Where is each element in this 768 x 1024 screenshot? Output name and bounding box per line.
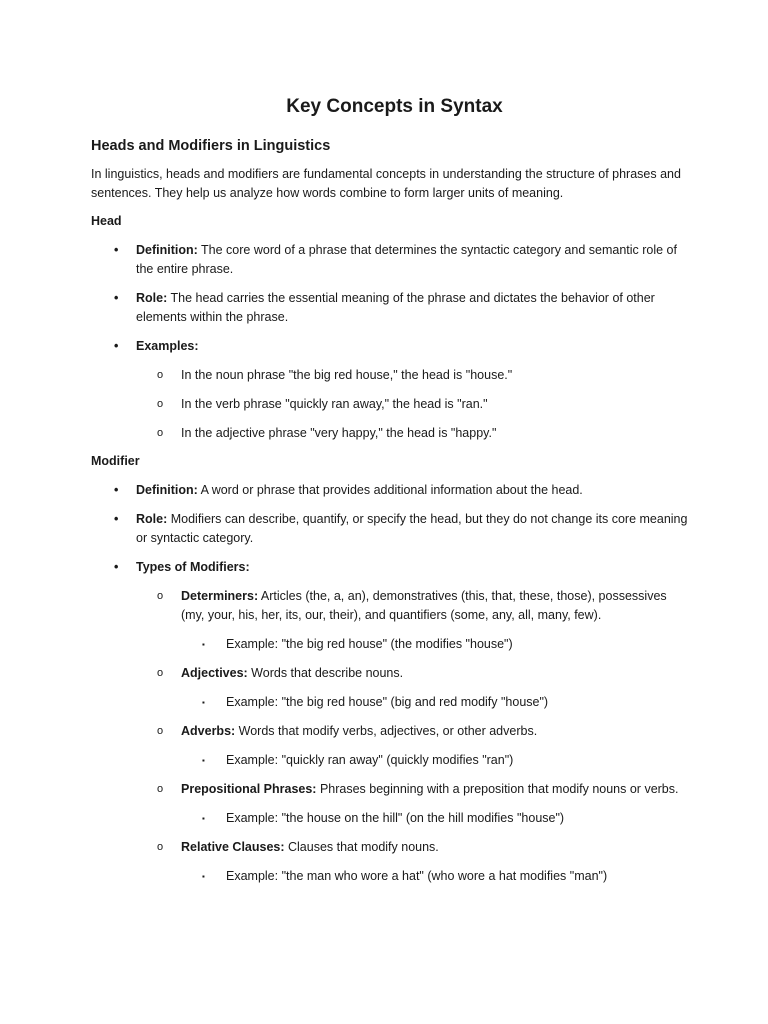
circle-bullet-icon: o (157, 667, 164, 679)
term-text: The head carries the essential meaning of the phrase and dictates the behavior of other elements within the phrase. (136, 291, 655, 324)
circle-bullet-icon: o (157, 841, 164, 853)
list-item (91, 510, 688, 548)
example-item (91, 635, 688, 654)
term-text: The core word of a phrase that determines the syntactic category and semantic role of the entire phrase. (136, 243, 677, 276)
circle-bullet-icon: o (157, 590, 164, 602)
example-item (91, 751, 688, 770)
type-name: Determiners: (181, 589, 259, 603)
example-item (91, 867, 688, 886)
section-heading: Heads and Modifiers in Linguistics (91, 138, 331, 154)
term-text: A word or phrase that provides additional information about the head. (197, 483, 583, 497)
list-item (91, 241, 688, 279)
type-desc: Words that modify verbs, adjectives, or other adverbs. (235, 724, 538, 738)
sub-list-item (91, 366, 688, 385)
type-name: Adjectives: (181, 666, 248, 680)
example-text: Example: "the man who wore a hat" (who wore a hat modifies "man") (226, 869, 608, 883)
example-text: Example: "the house on the hill" (on the hill modifies "house") (226, 811, 565, 825)
term-text: Modifiers can describe, quantify, or specify the head, but they do not change its core meaning or syntactic category. (136, 512, 688, 545)
bullet-icon: • (114, 560, 119, 574)
square-bullet-icon: ▪ (202, 756, 205, 765)
example-text: In the verb phrase "quickly ran away," the head is "ran." (181, 397, 488, 411)
square-bullet-icon: ▪ (202, 698, 205, 707)
square-bullet-icon: ▪ (202, 640, 205, 649)
modifier-label: Modifier (91, 454, 140, 468)
square-bullet-icon: ▪ (202, 872, 205, 881)
intro-paragraph: In linguistics, heads and modifiers are fundamental concepts in understanding the structure of phrases and sentences. They help us analyze how words combine to form larger units of meaning. (91, 167, 681, 200)
bullet-icon: • (114, 243, 119, 257)
bullet-icon: • (114, 512, 119, 526)
type-name: Prepositional Phrases: (181, 782, 317, 796)
example-item (91, 809, 688, 828)
circle-bullet-icon: o (157, 427, 164, 439)
document-title: Key Concepts in Syntax (286, 96, 503, 117)
example-text: In the noun phrase "the big red house," the head is "house." (181, 368, 513, 382)
circle-bullet-icon: o (157, 725, 164, 737)
sub-list-item (91, 722, 688, 741)
type-desc: Phrases beginning with a preposition that modify nouns or verbs. (316, 782, 679, 796)
sub-list-item (91, 838, 688, 857)
sub-list-item (91, 664, 688, 683)
head-list (91, 241, 688, 443)
type-name: Relative Clauses: (181, 840, 285, 854)
head-label: Head (91, 214, 122, 228)
circle-bullet-icon: o (157, 783, 164, 795)
sub-list-item (91, 424, 688, 443)
term-label: Definition: (136, 483, 198, 497)
list-item (91, 289, 688, 327)
list-item (91, 337, 688, 356)
sub-list-item (91, 587, 688, 625)
term-label: Role: (136, 512, 168, 526)
square-bullet-icon: ▪ (202, 814, 205, 823)
circle-bullet-icon: o (157, 369, 164, 381)
bullet-icon: • (114, 291, 119, 305)
type-desc: Words that describe nouns. (247, 666, 404, 680)
term-label: Role: (136, 291, 168, 305)
example-item (91, 693, 688, 712)
example-text: Example: "the big red house" (big and red modify "house") (226, 695, 549, 709)
sub-list-item (91, 780, 688, 799)
bullet-icon: • (114, 339, 119, 353)
modifier-list (91, 481, 688, 886)
type-name: Adverbs: (181, 724, 236, 738)
term-label: Types of Modifiers: (136, 560, 250, 574)
list-item (91, 558, 688, 577)
bullet-icon: • (114, 483, 119, 497)
example-text: In the adjective phrase "very happy," the head is "happy." (181, 426, 497, 440)
example-text: Example: "quickly ran away" (quickly modifies "ran") (226, 753, 514, 767)
type-desc: Clauses that modify nouns. (284, 840, 439, 854)
type-desc: Articles (the, a, an), demonstratives (this, that, these, those), possessives (my, your, his, her, its, our, their), and quantifiers (some, any, all, many, few). (181, 589, 667, 622)
list-item (91, 481, 688, 500)
term-label: Examples: (136, 339, 199, 353)
circle-bullet-icon: o (157, 398, 164, 410)
example-text: Example: "the big red house" (the modifies "house") (226, 637, 513, 651)
term-label: Definition: (136, 243, 198, 257)
sub-list-item (91, 395, 688, 414)
